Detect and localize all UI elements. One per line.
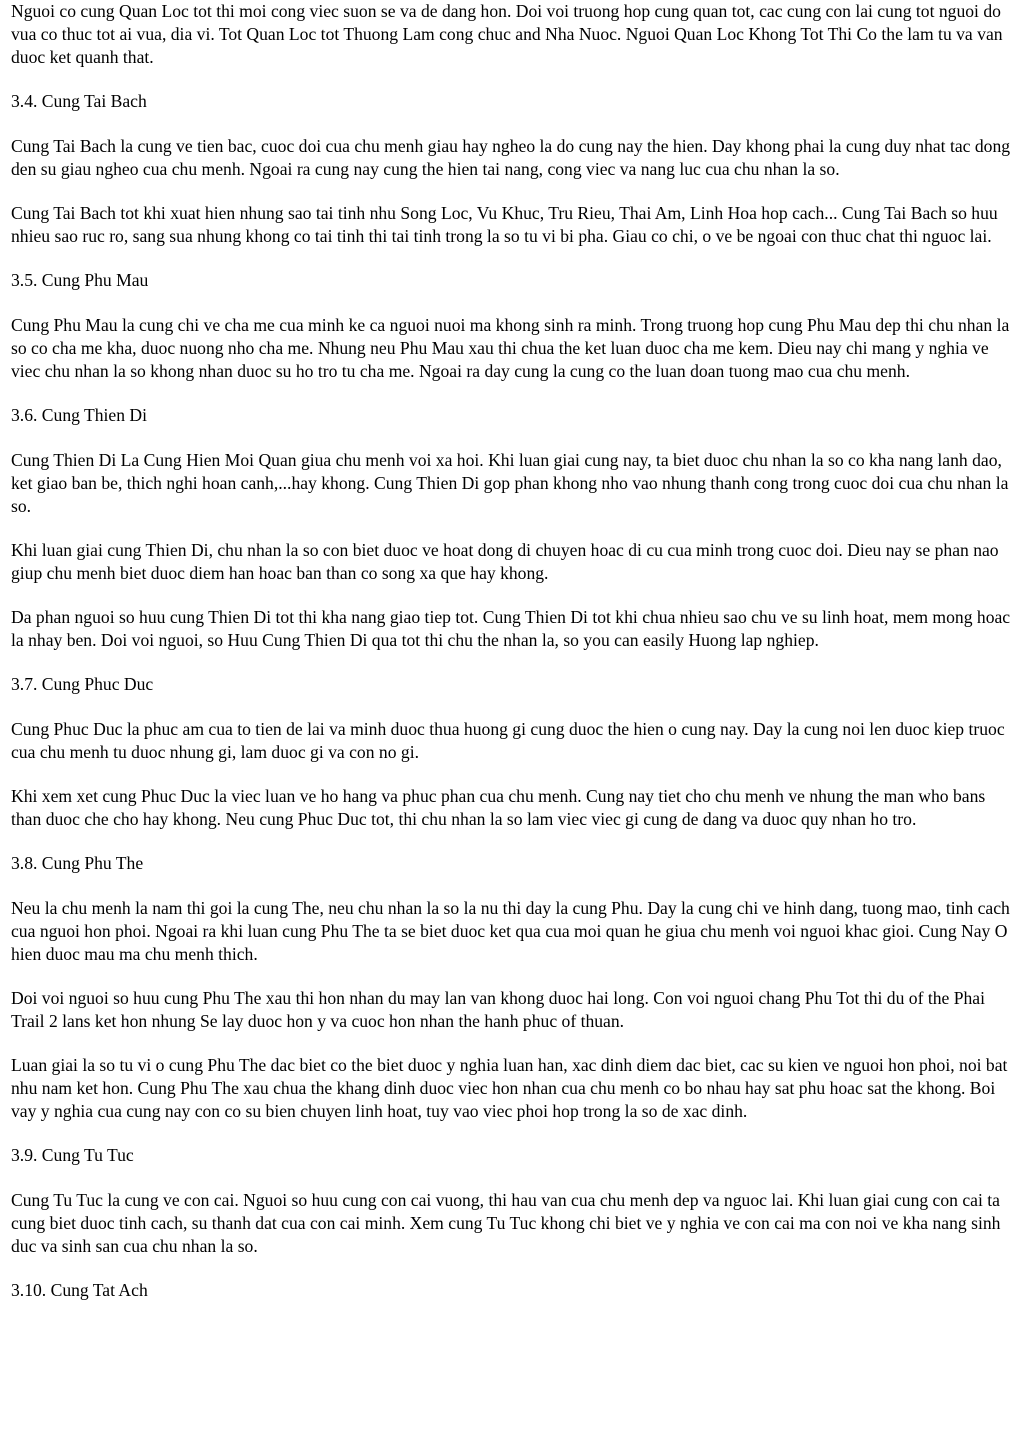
paragraph-thien-di-3: Da phan nguoi so huu cung Thien Di tot thi kha nang giao tiep tot. Cung Thien Di tot khi chua nhieu sao chu ve su linh hoat, mem mong hoac la nhay ben. Doi voi nguoi, so Huu Cung Thien Di qua tot thi chu the nhan la, so you can easily Huong lap nghiep. xyxy=(11,607,1011,650)
paragraph-phu-the-3: Luan giai la so tu vi o cung Phu The dac biet co the biet duoc y nghia luan han, xac dinh diem dac biet, cac su kien ve nguoi hon phoi, noi bat nhu nam ket hon. Cung Phu The xau chua the khang dinh duoc viec hon nhan cua chu menh co bo nhau hay sat phu hoac sat the khong. Boi vay y nghia cua cung nay con co su bien chuyen linh hoat, tuy vao viec phoi hop trong la so de xac dinh. xyxy=(11,1055,1008,1121)
section-heading-phuc-duc: 3.7. Cung Phuc Duc xyxy=(11,674,154,694)
section-heading-tai-bach: 3.4. Cung Tai Bach xyxy=(11,91,147,111)
section-heading-phu-the: 3.8. Cung Phu The xyxy=(11,853,144,873)
paragraph-thien-di-2: Khi luan giai cung Thien Di, chu nhan la so con biet duoc ve hoat dong di chuyen hoac di cu cua minh trong cuoc doi. Dieu nay se phan nao giup chu menh biet duoc diem han hoac ban than co song xa que hay khong. xyxy=(11,540,999,583)
section-heading-tat-ach: 3.10. Cung Tat Ach xyxy=(11,1280,148,1300)
paragraph-phu-mau-1: Cung Phu Mau la cung chi ve cha me cua minh ke ca nguoi nuoi ma khong sinh ra minh. Trong truong hop cung Phu Mau dep thi chu nhan la so co cha me kha, duoc nuong nho cha me. Nhung neu Phu Mau xau thi chua the ket luan duoc cha me kem. Dieu nay chi mang y nghia ve viec chu nhan la so khong nhan duoc su ho tro tu cha me. Ngoai ra day cung la cung co the luan doan tuong mao cua chu menh. xyxy=(11,315,1010,381)
section-heading-phu-mau: 3.5. Cung Phu Mau xyxy=(11,270,149,290)
section-heading-thien-di: 3.6. Cung Thien Di xyxy=(11,405,148,425)
paragraph-phuc-duc-1: Cung Phuc Duc la phuc am cua to tien de lai va minh duoc thua huong gi cung duoc the hien o cung nay. Day la cung noi len duoc kiep truoc cua chu menh tu duoc nhung gi, lam duoc gi va con no gi. xyxy=(11,719,1005,762)
paragraph-phu-the-1: Neu la chu menh la nam thi goi la cung The, neu chu nhan la so la nu thi day la cung Phu. Day la cung chi ve hinh dang, tuong mao, tinh cach cua nguoi hon phoi. Ngoai ra khi luan cung Phu The ta se biet duoc ket qua cua moi quan he giua chu menh voi nguoi khac gioi. Cung Nay O hien duoc mau ma chu menh thich. xyxy=(11,898,1010,964)
paragraph-tai-bach-1: Cung Tai Bach la cung ve tien bac, cuoc doi cua chu menh giau hay ngheo la do cung nay the hien. Day khong phai la cung duy nhat tac dong den su giau ngheo cua chu menh. Ngoai ra cung nay cung the hien tai nang, cong viec va nang luc cua chu nhan la so. xyxy=(11,136,1011,179)
document-page xyxy=(11,0,1014,1324)
paragraph-tu-tuc-1: Cung Tu Tuc la cung ve con cai. Nguoi so huu cung con cai vuong, thi hau van cua chu menh dep va nguoc lai. Khi luan giai cung con cai ta cung biet duoc tinh cach, su thanh dat cua con cai minh. Xem cung Tu Tuc khong chi biet ve y nghia ve con cai ma con noi ve kha nang sinh duc va sinh san cua chu nhan la so. xyxy=(11,1190,1001,1256)
paragraph-phu-the-2: Doi voi nguoi so huu cung Phu The xau thi hon nhan du may lan van khong duoc hai long. Con voi nguoi chang Phu Tot thi du of the Phai Trail 2 lans ket hon nhung Se lay duoc hon y va cuoc hon nhan the hanh phuc of thuan. xyxy=(11,988,986,1031)
section-heading-tu-tuc: 3.9. Cung Tu Tuc xyxy=(11,1145,134,1165)
intro-paragraph: Nguoi co cung Quan Loc tot thi moi cong viec suon se va de dang hon. Doi voi truong hop cung quan tot, cac cung con lai cung tot nguoi do vua co thuc tot ai vua, dia vi. Tot Quan Loc tot Thuong Lam cong chuc and Nha Nuoc. Nguoi Quan Loc Khong Tot Thi Co the lam tu va van duoc ket quanh that. xyxy=(11,1,1003,67)
paragraph-thien-di-1: Cung Thien Di La Cung Hien Moi Quan giua chu menh voi xa hoi. Khi luan giai cung nay, ta biet duoc chu nhan la so co kha nang lanh dao, ket giao ban be, thich nghi hoan canh,...hay khong. Cung Thien Di gop phan khong nho vao nhung thanh cong trong cuoc doi cua chu nhan la so. xyxy=(11,450,1009,516)
paragraph-phuc-duc-2: Khi xem xet cung Phuc Duc la viec luan ve ho hang va phuc phan cua chu menh. Cung nay tiet cho chu menh ve nhung the man who bans than duoc che cho hay khong. Neu cung Phuc Duc tot, thi chu nhan la so lam viec viec gi cung de dang va duoc quy nhan ho tro. xyxy=(11,786,986,829)
paragraph-tai-bach-2: Cung Tai Bach tot khi xuat hien nhung sao tai tinh nhu Song Loc, Vu Khuc, Tru Rieu, Thai Am, Linh Hoa hop cach... Cung Tai Bach so huu nhieu sao ruc ro, sang sua nhung khong co tai tinh thi tai tinh trong la so tu vi bi pha. Giau co chi, o ve be ngoai con thuc chat thi nguoc lai. xyxy=(11,203,998,246)
